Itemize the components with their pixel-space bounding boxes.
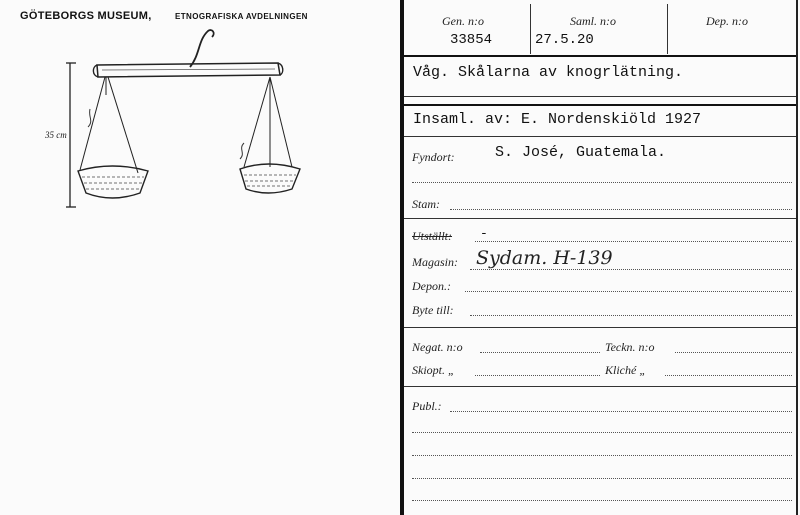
utstallt-label: Utställt:: [412, 229, 453, 243]
teckn-dotted-line: [675, 352, 792, 353]
magasin-value: Sydam. H-139: [476, 247, 613, 269]
negat-label: Negat. n:o: [412, 340, 463, 354]
balance-scale-sketch: [30, 25, 320, 225]
depon-label: Depon.:: [412, 279, 451, 293]
saml-number-value: 27.5.20: [535, 32, 594, 48]
publ-dotted-line-4: [412, 478, 792, 479]
kliche-dotted-line: [665, 375, 792, 376]
rule-byte: [404, 327, 796, 328]
card-divider: [400, 0, 404, 515]
magasin-dotted-line: [470, 269, 792, 270]
dimension-label: 35 cm: [45, 130, 67, 140]
header-separator-1: [530, 4, 531, 54]
museum-name: GÖTEBORGS MUSEUM,: [20, 10, 152, 22]
utstallt-dotted-line: [475, 241, 792, 242]
skiopt-dotted-line: [475, 375, 600, 376]
rule-collected: [404, 136, 796, 137]
depon-dotted-line: [465, 291, 792, 292]
gen-number-value: 33854: [450, 32, 493, 48]
header-separator-2: [667, 4, 668, 54]
card-right-edge: [796, 0, 798, 515]
saml-number-label: Saml. n:o: [570, 14, 616, 28]
header-rule: [404, 55, 796, 57]
stam-label: Stam:: [412, 197, 440, 211]
byte-till-label: Byte till:: [412, 303, 454, 317]
magasin-label: Magasin:: [412, 255, 458, 269]
fyndort-value: S. José, Guatemala.: [495, 144, 667, 161]
publ-dotted-line-2: [412, 432, 792, 433]
negat-dotted-line: [480, 352, 600, 353]
skiopt-label: Skiopt. „: [412, 363, 455, 377]
collected-by: Insaml. av: E. Nordenskiöld 1927: [413, 111, 702, 128]
rule-kliche: [404, 386, 796, 387]
publ-label: Publ.:: [412, 399, 442, 413]
kliche-label: Kliché „: [605, 363, 646, 377]
publ-dotted-line-5: [412, 500, 792, 501]
department-name: ETNOGRAFISKA AVDELNINGEN: [175, 12, 308, 21]
stam-dotted-line: [450, 209, 792, 210]
teckn-label: Teckn. n:o: [605, 340, 655, 354]
object-description: Våg. Skålarna av knogrlätning.: [413, 64, 684, 81]
gen-number-label: Gen. n:o: [442, 14, 484, 28]
fyndort-dotted-line: [412, 182, 792, 183]
rule-object: [404, 96, 796, 97]
fyndort-label: Fyndort:: [412, 150, 455, 164]
publ-dotted-line-3: [412, 455, 792, 456]
utstallt-value: -: [480, 226, 488, 241]
publ-dotted-line-1: [450, 411, 792, 412]
rule-stam: [404, 218, 796, 219]
rule-object-double: [404, 104, 796, 106]
byte-till-dotted-line: [470, 315, 792, 316]
dep-number-label: Dep. n:o: [706, 14, 748, 28]
